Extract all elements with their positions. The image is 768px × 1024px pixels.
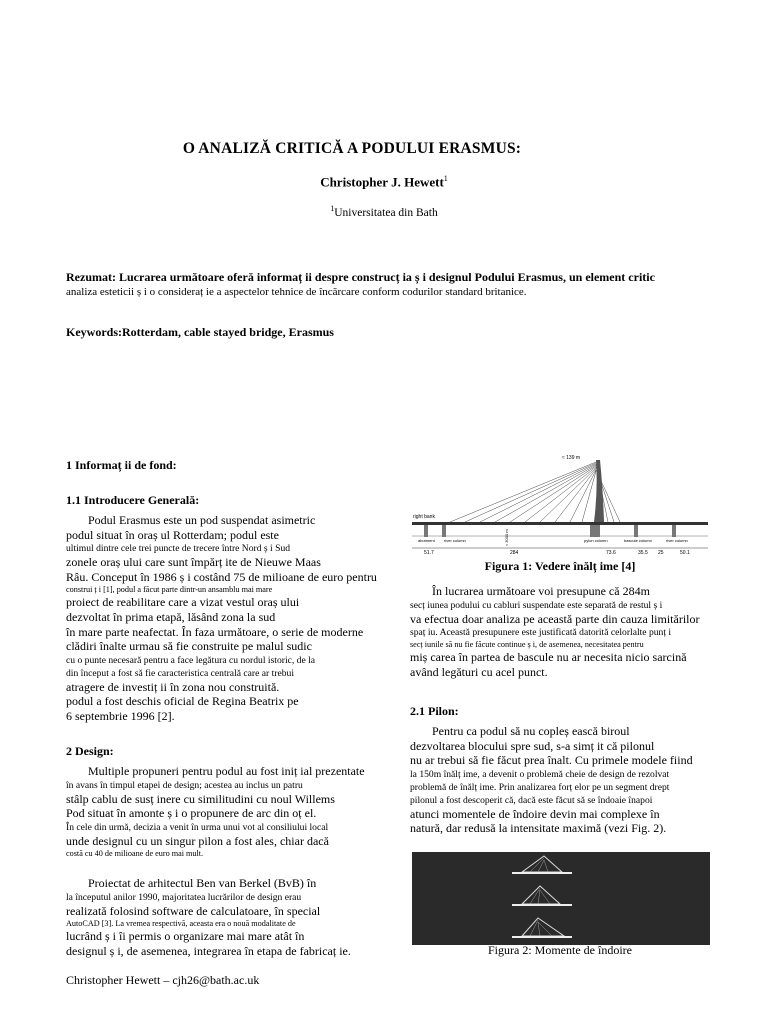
text-line: în mare parte neafectat. În faza următoare, o serie de moderne <box>66 624 364 639</box>
text-line: având legături cu acel punct. <box>410 664 548 679</box>
abstract <box>66 270 716 299</box>
span-label: 73.6 <box>606 550 616 556</box>
intro-paragraph <box>66 513 406 724</box>
bridge-deck <box>412 522 708 525</box>
software-paragraph <box>66 876 406 958</box>
right-bank-label: right bank <box>413 514 435 520</box>
section-2-1-heading: 2.1 Pilon: <box>410 704 459 718</box>
deck-line <box>512 904 572 906</box>
text-line: natură, dar redusă la intensitate maximă (vezi Fig. 2). <box>410 821 667 836</box>
affiliation-sup: 1 <box>330 204 335 213</box>
span-label: 25 <box>658 550 664 556</box>
text-line: Proiectat de arhitectul Ben van Berkel (BvB) în <box>88 876 317 890</box>
moment-diagram <box>522 886 560 904</box>
author-sup: 1 <box>443 174 448 183</box>
text-line: clădiri înalte urmau să fie construite pe malul sudic <box>66 639 312 654</box>
text-line: cu o punte necesară pentru a face legătura cu nordul istoric, de la <box>66 654 316 666</box>
text-line: dezvoltat în prima etapă, lăsând zona la sud <box>66 609 276 624</box>
text-line: miș carea în partea de bascule nu ar necesita nicio sarcină <box>410 650 687 665</box>
figure-2-caption: Figura 2: Momente de îndoire <box>488 943 632 957</box>
text-line: stâlp cablu de susț inere cu similitudini cu noul Willems <box>66 791 335 806</box>
text-line: proiect de reabilitare care a vizat vestul oraș ului <box>66 595 300 610</box>
text-line: spaț iu. Această presupunere este justificată datorită celorlalte punț i <box>410 627 672 639</box>
abstract-line-1 <box>66 270 716 285</box>
span-label: 284 <box>510 550 519 556</box>
top-dimension-label: ≈ 139 m <box>562 455 581 461</box>
text-line: Pod situat în amonte ș i o propunere de arc din oț el. <box>66 806 317 821</box>
text-line: zonele oraș ului care sunt împărț ite de Nieuwe Maas <box>66 555 321 570</box>
text-line: secț iunea podului cu cabluri suspendate este separată de restul ș i <box>410 599 663 611</box>
author-name: Christopher J. Hewett <box>320 174 444 190</box>
pylon-column-label: pylon column <box>584 538 608 543</box>
text-line: secț iunile să nu fie făcute continue ș i, de asemenea, necesitatea pentru <box>410 640 644 650</box>
text-line: Multiple propuneri pentru podul au fost iniț ial prezentate <box>88 764 365 778</box>
text-line: 6 septembrie 1996 [2]. <box>66 708 175 723</box>
affiliation <box>0 204 768 219</box>
text-line: pilonul a fost descoperit că, dacă este făcut să se îndoaie înapoi <box>410 794 653 806</box>
text-line: atragere de investiț ii în zona nou construită. <box>66 679 280 694</box>
text-line: podul a fost deschis oficial de Regina Beatrix pe <box>66 694 299 709</box>
author-line <box>0 174 768 190</box>
text-line: ultimul dintre cele trei puncte de trecere între Nord ș i Sud <box>66 543 291 555</box>
abstract-label: Rezumat: <box>66 270 116 284</box>
deck-line <box>512 936 572 938</box>
text-line: atunci momentele de îndoire devin mai complexe în <box>410 806 660 821</box>
stay-cables <box>450 462 620 522</box>
height-label: ≈ 3000 m <box>504 529 509 546</box>
section-1-1-heading: 1.1 Introducere Generală: <box>66 493 200 507</box>
text-line: din început a fost să fie caracteristica centrală care ar trebui <box>66 667 294 679</box>
text-line: AutoCAD [3]. La vremea respectivă, aceasta era o nouă modalitate de <box>66 919 296 929</box>
text-line: costă cu 40 de milioane de euro mai mult. <box>66 849 204 859</box>
text-line: realizată folosind software de calculatoare, în special <box>66 903 321 918</box>
abstract-line-2: analiza esteticii ș i o consideraț ie a aspectelor tehnice de încărcare conform codurilor standard britanice. <box>66 285 527 298</box>
text-line: în avans în timpul etapei de design; acestea au inclus un patru <box>66 779 303 791</box>
bascule-column-label: bascule column <box>624 538 652 543</box>
affiliation-text: Universitatea din Bath <box>334 206 438 219</box>
figure-1-caption: Figura 1: Vedere înălț ime [4] <box>484 559 636 573</box>
text-line: În lucrarea următoare voi presupune că 284m <box>432 584 650 598</box>
bridge-elevation-figure <box>410 450 710 556</box>
text-line: Râu. Conceput în 1986 ș i costând 75 de milioane de euro pentru <box>66 569 377 584</box>
river-column-2-label: river column <box>666 538 688 543</box>
footer-contact: Christopher Hewett – cjh26@bath.ac.uk <box>66 973 260 987</box>
deck-line <box>512 872 572 874</box>
text-line: podul situat în oraș ul Rotterdam; podul este <box>66 527 279 542</box>
text-line: În cele din urmă, decizia a venit în urma unui vot al consiliului local <box>66 821 329 833</box>
text-line: construi ț i [1], podul a făcut parte dintr-un ansamblu mai mare <box>66 585 273 595</box>
text-line: dezvoltarea blocului spre sud, s-a simț it că pilonul <box>410 738 655 753</box>
abutment-label: abutment <box>418 538 435 543</box>
columns <box>424 525 676 537</box>
section-1-heading: 1 Informaț ii de fond: <box>66 458 177 472</box>
text-line: la începutul anilor 1990, majoritatea lucrărilor de design erau <box>66 891 302 903</box>
text-line: nu ar trebui să fie făcut prea înalt. Cu primele modele fiind <box>410 753 693 768</box>
design-paragraph <box>66 764 406 859</box>
text-line: problemă de înălț ime. Prin analizarea forț elor pe un segment drept <box>410 781 670 793</box>
assumption-paragraph <box>410 584 740 679</box>
text-line: Podul Erasmus este un pod suspendat asimetric <box>88 513 316 527</box>
text-line: la 150m înălț ime, a devenit o problemă cheie de design de rezolvat <box>410 768 670 780</box>
text-line: va efectua doar analiza pe această parte din cauza limitărilor <box>410 611 700 626</box>
text-line: Pentru ca podul să nu copleș ească biroul <box>432 724 630 738</box>
text-line: lucrând ș i îi permis o organizare mai mare atât în <box>66 929 305 944</box>
section-2-heading: 2 Design: <box>66 744 114 758</box>
bending-moment-diagrams <box>412 852 710 945</box>
span-label: 51.7 <box>424 550 434 556</box>
keywords: Keywords:Rotterdam, cable stayed bridge, Erasmus <box>66 325 334 339</box>
pylon-paragraph <box>410 724 740 836</box>
bending-moment-figure <box>412 852 710 945</box>
abstract-text-1: Lucrarea următoare oferă informaț ii despre construcț ia ș i designul Podului Erasmus, un element critic <box>118 270 655 284</box>
paper-title: O ANALIZĂ CRITICĂ A PODULUI ERASMUS: <box>182 140 522 157</box>
span-label: 50.1 <box>680 550 690 556</box>
text-line: unde designul cu un singur pilon a fost ales, chiar dacă <box>66 833 329 848</box>
span-label: 35.5 <box>638 550 648 556</box>
text-line: designul ș i, de asemenea, integrarea în etapa de fabricaț ie. <box>66 943 351 958</box>
river-column-label: river column <box>444 538 466 543</box>
